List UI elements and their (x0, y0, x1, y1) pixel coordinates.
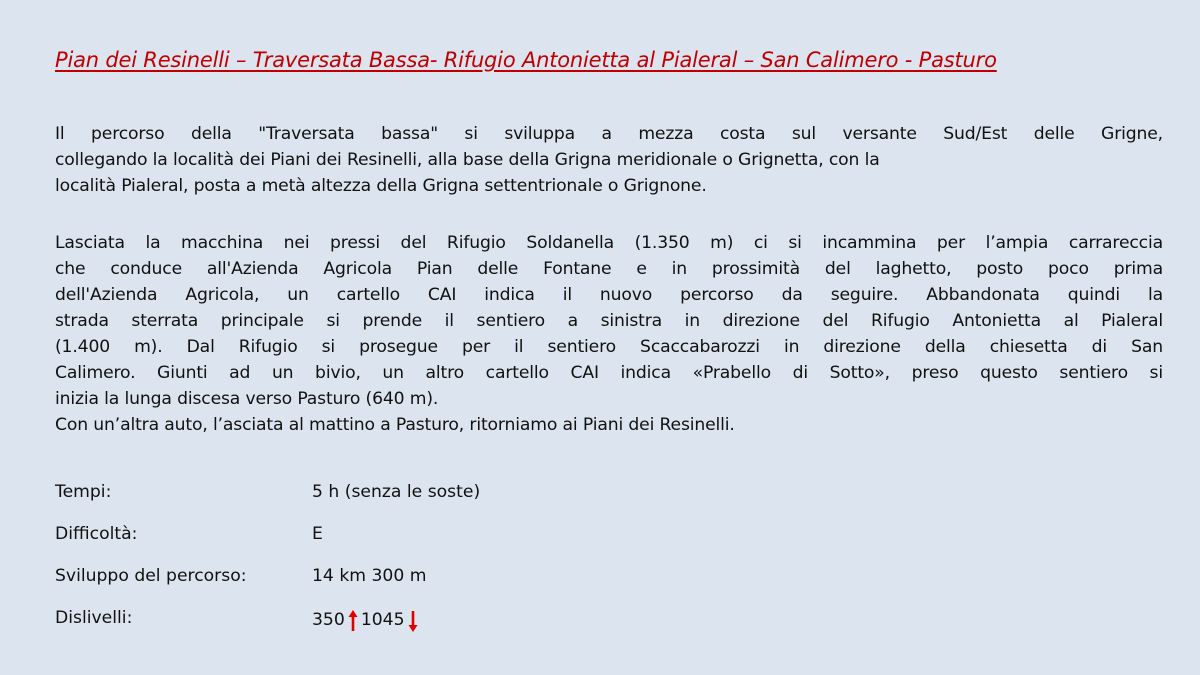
dislivelli-value (312, 608, 421, 632)
route-line-4: strada sterrata principale si prende il sentiero a sinistra in direzione del Rifugio Antonietta al Pialeral (55, 311, 1163, 331)
sviluppo-label: Sviluppo del percorso: (55, 566, 247, 586)
arrow-down-icon (407, 609, 419, 633)
route-line-8: Con un’altra auto, l’asciata al mattino a Pasturo, ritorniamo ai Piani dei Resinelli. (55, 415, 735, 435)
intro-paragraph (55, 121, 1163, 199)
route-line-1: Lasciata la macchina nei pressi del Rifugio Soldanella (1.350 m) ci si incammina per l’ampia carrareccia (55, 233, 1163, 253)
route-line-6: Calimero. Giunti ad un bivio, un altro cartello CAI indica «Prabello di Sotto», preso questo sentiero si (55, 363, 1163, 383)
dislivello-up-value: 350 (312, 610, 345, 630)
info-row-tempi (55, 482, 480, 524)
tempi-label: Tempi: (55, 482, 112, 502)
page-title: Pian dei Resinelli – Traversata Bassa- Rifugio Antonietta al Pialeral – San Calimero - Pasturo (55, 48, 997, 72)
tempi-value: 5 h (senza le soste) (312, 482, 481, 502)
route-line-2: che conduce all'Azienda Agricola Pian delle Fontane e in prossimità del laghetto, posto poco prima (55, 259, 1163, 279)
info-row-difficolta (55, 524, 480, 566)
arrow-up-icon (347, 609, 359, 633)
dislivelli-label: Dislivelli: (55, 608, 133, 628)
difficolta-value: E (312, 524, 323, 544)
route-line-3: dell'Azienda Agricola, un cartello CAI indica il nuovo percorso da seguire. Abbandonata quindi la (55, 285, 1163, 305)
route-line-5: (1.400 m). Dal Rifugio si prosegue per il sentiero Scaccabarozzi in direzione della chiesetta di San (55, 337, 1163, 357)
route-description (55, 230, 1163, 438)
intro-line-1: Il percorso della "Traversata bassa" si sviluppa a mezza costa sul versante Sud/Est delle Grigne, (55, 124, 1163, 144)
route-line-7: inizia la lunga discesa verso Pasturo (640 m). (55, 389, 439, 409)
sviluppo-value: 14 km 300 m (312, 566, 427, 586)
info-row-sviluppo (55, 566, 480, 608)
route-info (55, 482, 480, 650)
info-row-dislivelli (55, 608, 480, 650)
dislivello-down-value: 1045 (360, 610, 405, 630)
intro-line-2: collegando la località dei Piani dei Resinelli, alla base della Grigna meridionale o Grignetta, con la (55, 150, 880, 170)
intro-line-3: località Pialeral, posta a metà altezza della Grigna settentrionale o Grignone. (55, 176, 707, 196)
difficolta-label: Difficoltà: (55, 524, 138, 544)
